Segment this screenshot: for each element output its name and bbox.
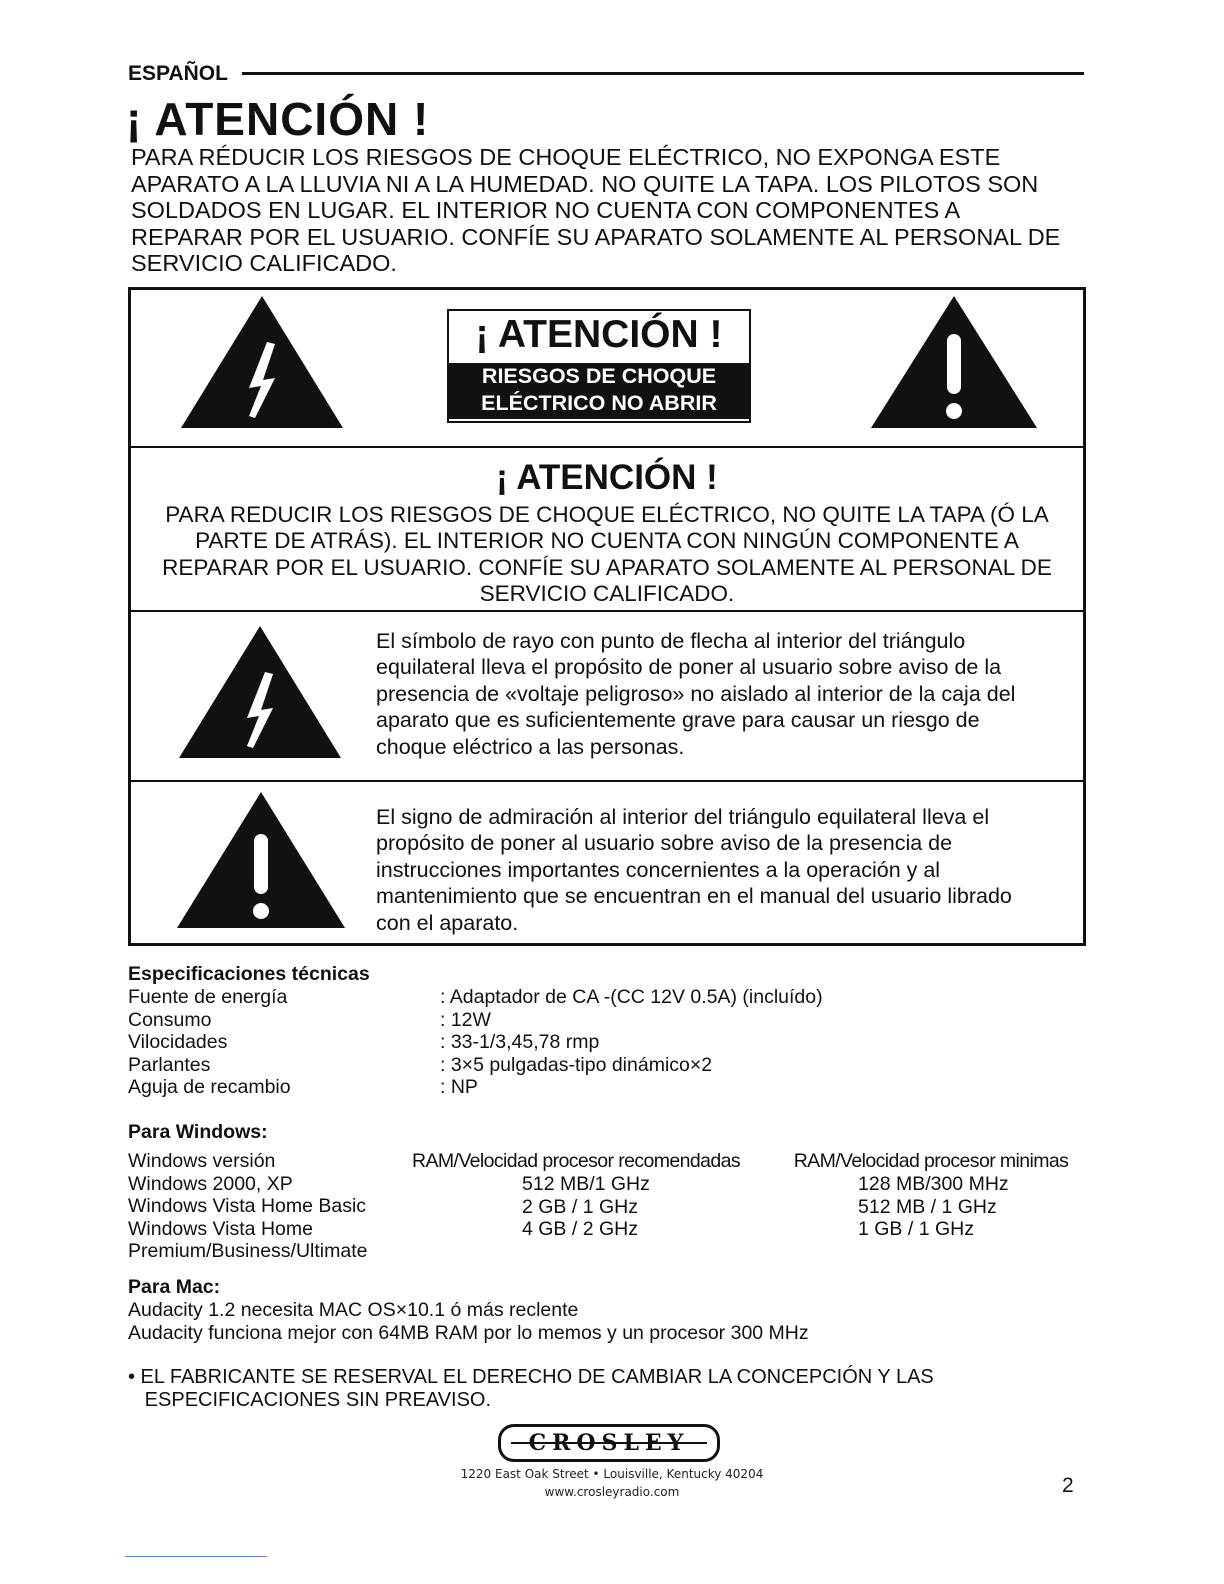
notice-line: PARTE DE ATRÁS). EL INTERIOR NO CUENTA CON NINGÚN COMPONENTE A — [195, 528, 1019, 554]
specs-heading: Especificaciones técnicas — [128, 963, 370, 985]
windows-col-header-recommended: RAM/Velocidad procesor recomendadas — [411, 1150, 741, 1172]
spec-values — [440, 986, 823, 1099]
explanation-line: El signo de admiración al interior del triángulo equilateral lleva el — [376, 805, 990, 829]
language-label: ESPAÑOL — [128, 62, 228, 85]
explanation-line: mantenimiento que se encuentran en el manual del usuario librado — [376, 884, 1012, 909]
disclaimer-line: ESPECIFICACIONES SIN PREAVISO. — [128, 1388, 492, 1411]
windows-recommended-column — [522, 1173, 650, 1241]
page-number: 2 — [1062, 1474, 1074, 1497]
address-line: 1220 East Oak Street • Louisville, Kentucky 40204 — [460, 1467, 764, 1481]
intro-line: REPARAR POR EL USUARIO. CONFÍE SU APARATO SOLAMENTE AL PERSONAL DE — [131, 223, 1061, 250]
mac-heading: Para Mac: — [128, 1276, 221, 1298]
header-rule — [242, 72, 1084, 75]
intro-line: SOLDADOS EN LUGAR. EL INTERIOR NO CUENTA CON COMPONENTES A — [131, 197, 961, 224]
spec-value: : Adaptador de CA -(CC 12V 0.5A) (incluído) — [440, 986, 823, 1008]
intro-line: PARA RÉDUCIR LOS RIESGOS DE CHOQUE ELÉCTRICO, NO EXPONGA ESTE — [131, 144, 1001, 170]
lightning-explanation — [376, 628, 1086, 760]
section-divider — [131, 446, 1083, 448]
caution-band-line: ELÉCTRICO NO ABRIR — [481, 391, 717, 415]
windows-col-header-minimum: RAM/Velocidad procesor minimas — [793, 1150, 1069, 1172]
section-divider — [131, 610, 1083, 612]
exclamation-warning-icon — [869, 294, 1039, 430]
notice-text — [131, 502, 1083, 608]
caution-band-line: RIESGOS DE CHOQUE — [481, 364, 717, 388]
windows-version-column — [128, 1150, 367, 1263]
intro-warning — [131, 144, 1091, 277]
spec-value: : 3×5 pulgadas-tipo dinámico×2 — [440, 1053, 713, 1076]
windows-version: Windows Vista Home Basic — [128, 1195, 367, 1217]
mac-line: Audacity funciona mejor con 64MB RAM por lo memos y un procesor 300 MHz — [128, 1321, 809, 1344]
explanation-line: choque eléctrico a las personas. — [376, 734, 685, 759]
caution-label — [447, 309, 751, 423]
windows-version: Windows 2000, XP — [128, 1172, 293, 1195]
exclamation-warning-icon — [175, 790, 347, 930]
company-address — [400, 1465, 824, 1501]
windows-version: Premium/Business/Ultimate — [128, 1240, 368, 1262]
windows-minimum: 1 GB / 1 GHz — [858, 1218, 974, 1240]
manufacturer-disclaimer — [128, 1366, 934, 1411]
notice-line: PARA REDUCIR LOS RIESGOS DE CHOQUE ELÉCTRICO, NO QUITE LA TAPA (Ó LA — [165, 502, 1049, 527]
spec-label: Fuente de energía — [128, 986, 288, 1008]
notice-line: REPARAR POR EL USUARIO. CONFÍE SU APARATO SOLAMENTE AL PERSONAL DE — [162, 554, 1052, 580]
explanation-line: con el aparato. — [376, 910, 519, 935]
windows-heading: Para Windows: — [128, 1121, 268, 1143]
page-title: ¡ ATENCIÓN ! — [126, 93, 430, 145]
windows-minimum: 512 MB / 1 GHz — [858, 1195, 997, 1218]
spec-label: Parlantes — [128, 1053, 211, 1076]
windows-minimum: 128 MB/300 MHz — [858, 1173, 1009, 1195]
spec-value: : 33-1/3,45,78 rmp — [440, 1031, 600, 1053]
windows-minimum-column — [858, 1173, 1009, 1241]
exclamation-explanation — [376, 804, 1086, 936]
lightning-warning-icon — [177, 624, 343, 760]
spec-value: : NP — [440, 1076, 478, 1098]
explanation-line: equilateral lleva el propósito de poner al usuario sobre aviso de la — [376, 655, 1002, 680]
intro-line: APARATO A LA LLUVIA NI A LA HUMEDAD. NO QUITE LA TAPA. LOS PILOTOS SON — [131, 170, 1039, 197]
explanation-line: El símbolo de rayo con punto de flecha al interior del triángulo — [376, 629, 966, 653]
spec-label: Vilocidades — [128, 1031, 228, 1053]
safety-box — [128, 287, 1086, 946]
spec-value: : 12W — [440, 1008, 491, 1031]
mac-line: Audacity 1.2 necesita MAC OS×10.1 ó más reclente — [128, 1299, 579, 1321]
windows-recommended: 4 GB / 2 GHz — [522, 1218, 638, 1240]
windows-recommended: 2 GB / 1 GHz — [522, 1195, 638, 1218]
explanation-line: instrucciones importantes concernientes a la operación y al — [376, 857, 941, 882]
crosley-logo — [498, 1424, 720, 1462]
explanation-line: presencia de «voltaje peligroso» no aislado al interior de la caja del — [376, 681, 1016, 706]
caution-label-band — [449, 363, 749, 419]
explanation-line: propósito de poner al usuario sobre aviso de la presencia de — [376, 831, 953, 856]
section-divider — [131, 780, 1083, 782]
website-link: www.crosleyradio.com — [544, 1485, 680, 1499]
notice-title: ¡ ATENCIÓN ! — [496, 458, 718, 497]
mac-requirements — [128, 1299, 809, 1344]
windows-col-header: Windows versión — [128, 1150, 276, 1172]
windows-recommended: 512 MB/1 GHz — [522, 1173, 650, 1195]
footnote-rule — [125, 1556, 267, 1557]
lightning-warning-icon — [179, 294, 345, 430]
intro-line: SERVICIO CALIFICADO. — [131, 250, 397, 277]
notice-line: SERVICIO CALIFICADO. — [479, 581, 735, 607]
caution-label-title: ¡ ATENCIÓN ! — [475, 313, 723, 356]
spec-labels — [128, 986, 291, 1099]
spec-label: Consumo — [128, 1008, 212, 1031]
spec-label: Aguja de recambio — [128, 1076, 291, 1098]
logo-text: CROSLEY — [528, 1430, 690, 1456]
disclaimer-line: • EL FABRICANTE SE RESERVAL EL DERECHO DE CAMBIAR LA CONCEPCIÓN Y LAS — [128, 1366, 934, 1388]
explanation-line: aparato que es suficientemente grave para causar un riesgo de — [376, 708, 980, 733]
windows-version: Windows Vista Home — [128, 1217, 313, 1240]
